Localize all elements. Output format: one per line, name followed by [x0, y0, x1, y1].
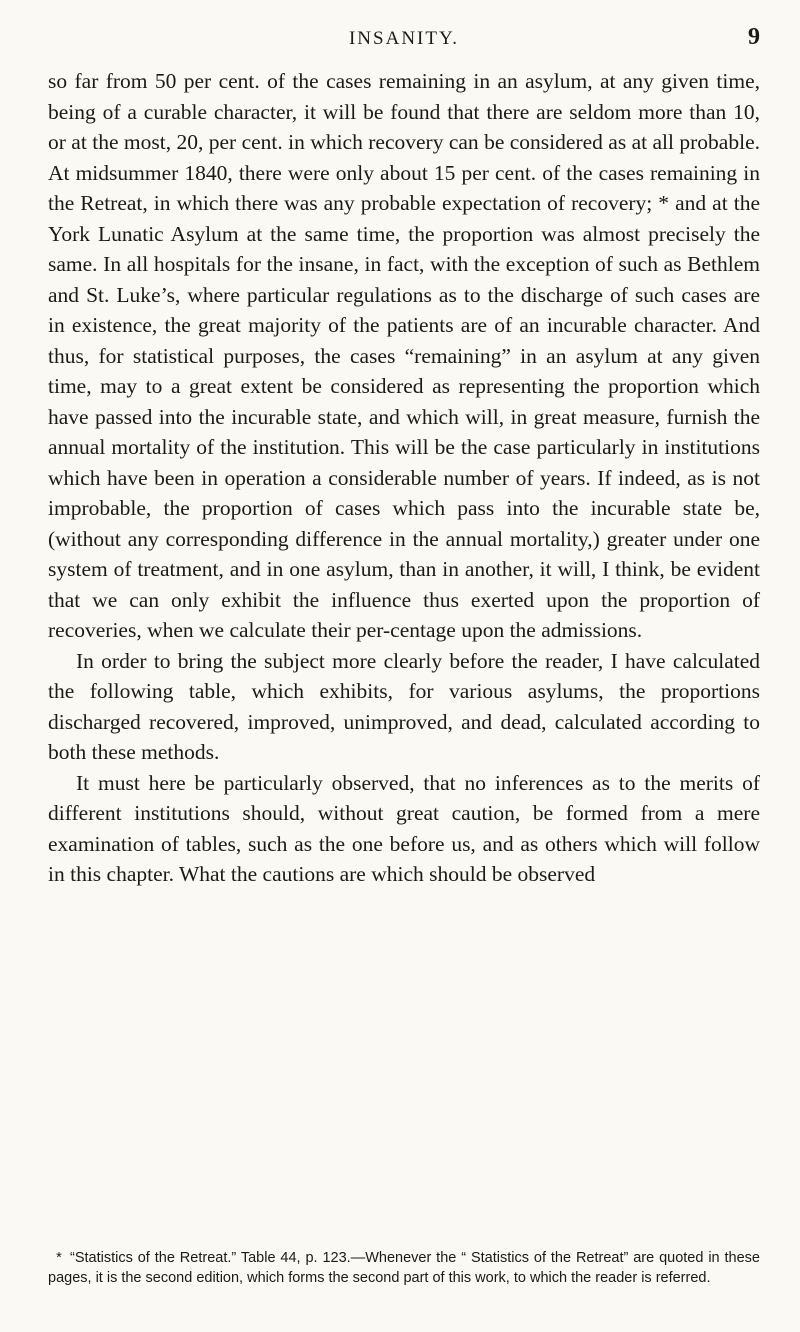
paragraph-3: It must here be particularly observed, that no inferences as to the merits of different institutions should, without great caution, be formed from a mere examination of tables, such as the one before us, and as others which will follow in this chapter. What the cautions are which should be observed — [48, 770, 760, 886]
footnote — [48, 1248, 760, 1288]
page-number: 9 — [748, 24, 760, 50]
paragraph-1: so far from 50 per cent. of the cases remaining in an asylum, at any given time, being of a curable character, it will be found that there are seldom more than 10, or at the most, 20, per cent. in which recovery can be considered as at all probable. At midsummer 1840, there were only about 15 per cent. of the cases remaining in the Retreat, in which there was any probable expectation of recovery; * and at the York Lunatic Asylum at the same time, the proportion was almost precisely the same. In all hospitals for the insane, in fact, with the exception of such as Bethlem and St. Luke’s, where particular regulations as to the discharge of such cases are in existence, the great majority of the patients are of an incurable character. And thus, for statistical purposes, the cases “remaining” in an asylum at any given time, may to a great extent be considered as representing the proportion which have passed into the incurable state, and which will, in great measure, furnish the annual mortality of the institution. This will be the case particularly in institutions which have been in operation a considerable number of years. If indeed, as is not improbable, the proportion of cases which pass into the incurable state be, (without any corresponding difference in the annual mortality,) greater under one system of treatment, and in one asylum, than in another, it will, I think, be evident that we can only exhibit the influence thus exerted upon the proportion of recoveries, when we calculate their per-centage upon the admissions. — [48, 69, 760, 642]
footnote-text: “Statistics of the Retreat.” Table 44, p. 123.—Whenever the “ Statistics of the Retreat” are quoted in these pages, it is the second edition, which forms the second part of this work, to which the reader is referred. — [48, 1250, 760, 1286]
page-header — [48, 22, 760, 52]
running-head: INSANITY. — [348, 28, 459, 49]
footnote-marker: * — [56, 1250, 62, 1266]
paragraph-2: In order to bring the subject more clearly before the reader, I have calculated the following table, which exhibits, for various asylums, the proportions discharged recovered, improved, unimproved, and dead, calculated according to both these methods. — [48, 648, 760, 764]
body-text — [48, 66, 760, 890]
